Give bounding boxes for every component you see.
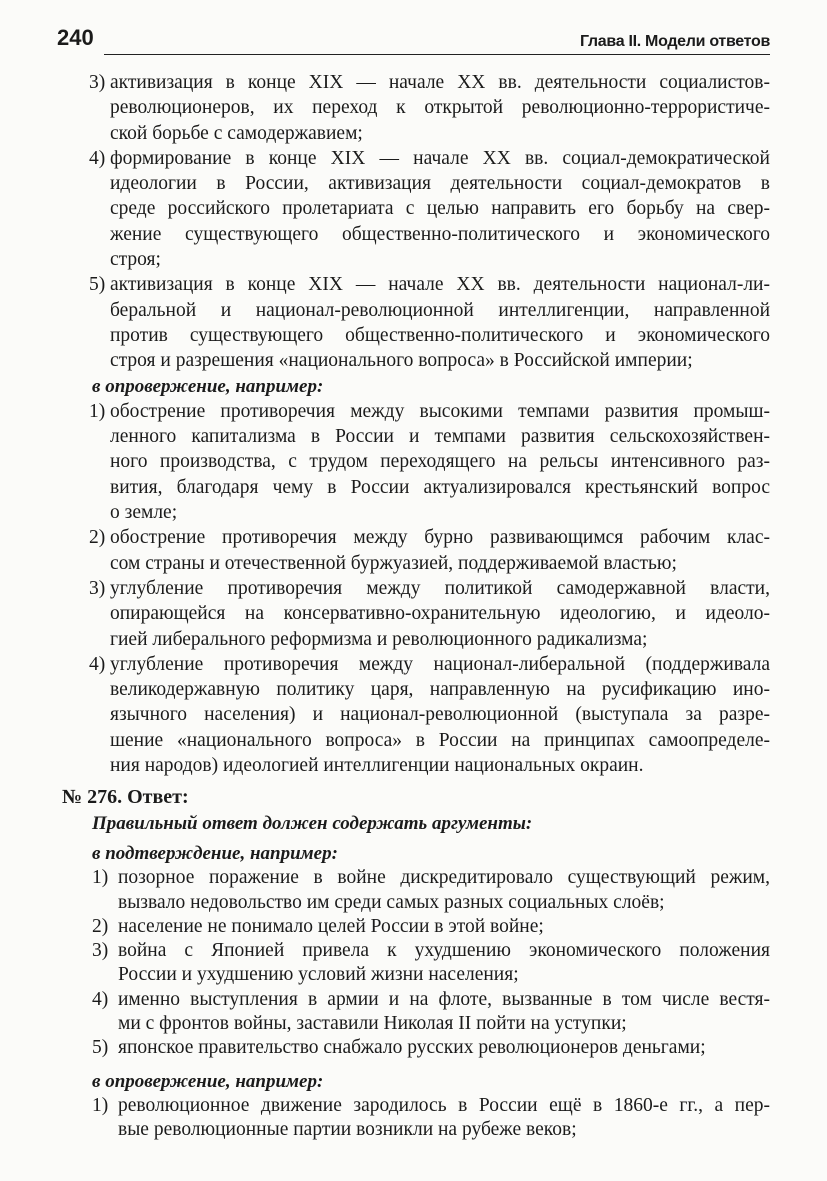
- item-number: 2): [89, 527, 106, 549]
- text-line: революционное движение зародилось в России ещё в 1860-е гг., а пер-: [118, 1094, 770, 1116]
- text-line: активизация в конце XIX — начале XX вв. деятельности социалистов-: [110, 72, 770, 93]
- item-number: 4): [92, 988, 109, 1010]
- text-line: позорное поражение в войне дискредитировало существующий режим,: [118, 867, 770, 889]
- item-number: 3): [89, 72, 106, 93]
- text-line: беральной и национал-революционной интеллигенции, направленной: [110, 299, 770, 321]
- text-line: обострение противоречия между бурно развивающимся рабочим клас-: [110, 527, 770, 549]
- text-line: о земле;: [110, 502, 178, 524]
- header-rule: [104, 54, 770, 55]
- list-item: [0, 146, 827, 272]
- text-line: ного производства, с трудом переходящего на рельсы интенсивного раз-: [110, 451, 770, 473]
- list-item: [0, 915, 827, 939]
- item-number: 4): [89, 653, 106, 675]
- text-line: формирование в конце XIX — начале XX вв. социал-демократической: [110, 147, 770, 169]
- item-number: 1): [92, 1094, 109, 1116]
- text-line: война с Японией привела к ухудшению экономического положения: [118, 940, 770, 962]
- text-line: революционеров, их переход к открытой революционно-террористиче-: [110, 97, 770, 119]
- list-item: [0, 652, 827, 778]
- text-line: именно выступления в армии и на флоте, вызванные в том числе вестя-: [118, 988, 770, 1010]
- text-line: язычного населения) и национал-революционной (выступала за разре-: [110, 704, 770, 726]
- text-line: жение существующего общественно-политического и экономического: [110, 223, 770, 245]
- text-line: строя и разрешения «национального вопроса» в Российской империи;: [110, 350, 693, 372]
- text-line: идеологии в России, активизация деятельности социал-демократов в: [110, 173, 770, 195]
- text-line: ской борьбе с самодержавием;: [110, 122, 363, 144]
- text-line: великодержавную политику царя, направленную на русификацию ино-: [110, 679, 770, 701]
- text-line: ленного капитализма в России и темпами развития сельскохозяйствен-: [110, 426, 770, 448]
- list-item: [0, 1094, 827, 1143]
- text-line: обострение противоречия между высокими темпами развития промыш-: [110, 400, 770, 422]
- list-item: [0, 988, 827, 1037]
- text-line: углубление противоречия между национал-либеральной (поддерживала: [110, 653, 770, 675]
- question-title: № 276. Ответ:: [62, 786, 189, 809]
- text-line: опирающейся на консервативно-охранительную идеологию, и идеоло-: [110, 603, 770, 625]
- list-item: [0, 399, 827, 525]
- section-heading: в подтверждение, например:: [92, 842, 338, 864]
- text-line: строя;: [110, 249, 161, 271]
- text-line: ми с фронтов войны, заставили Николая II пойти на уступки;: [118, 1012, 627, 1034]
- list-item: [0, 1036, 827, 1060]
- page-number: 240: [57, 25, 94, 50]
- text-line: шение «национального вопроса» в России на принципах самоопределе-: [110, 729, 770, 751]
- chapter-title: Глава II. Модели ответов: [579, 33, 770, 50]
- refutation-section: [0, 1069, 827, 1143]
- text-line: против существующего общественно-политического и экономического: [110, 324, 770, 346]
- section-heading: в опровержение, например:: [92, 375, 324, 397]
- item-number: 1): [92, 867, 109, 889]
- text-line: активизация в конце XIX — начале XX вв. деятельности национал-ли-: [110, 274, 770, 296]
- text-line: вые революционные партии возникли на рубеже веков;: [118, 1119, 577, 1141]
- list-item: [0, 939, 827, 988]
- item-number: 1): [89, 400, 106, 422]
- text-line: среде российского пролетариата с целью направить его борьбу на свер-: [110, 198, 770, 220]
- text-line: население не понимало целей России в этой войне;: [118, 915, 544, 937]
- text-line: вызвало недовольство им среди самых разных социальных слоёв;: [118, 891, 665, 913]
- text-line: России и ухудшению условий жизни населения;: [118, 964, 519, 986]
- question-instruction: Правильный ответ должен содержать аргументы:: [92, 812, 533, 834]
- list-continuation: [0, 70, 827, 374]
- confirmation-section: [0, 841, 827, 1061]
- list-item: [0, 525, 827, 576]
- question-block: [0, 785, 827, 836]
- text-line: ния народов) идеологией интеллигенции национальных окраин.: [110, 755, 644, 777]
- page-content: [0, 70, 827, 1142]
- refutation-section: [0, 374, 827, 779]
- item-number: 2): [92, 915, 109, 937]
- section-heading: в опровержение, например:: [92, 1070, 324, 1092]
- list-item: [0, 272, 827, 373]
- text-line: сом страны и отечественной буржуазией, поддерживаемой властью;: [110, 552, 677, 574]
- text-line: углубление противоречия между политикой самодержавной власти,: [110, 577, 770, 599]
- list-item: [0, 866, 827, 915]
- text-line: вития, благодаря чему в России актуализировался крестьянский вопрос: [110, 476, 770, 498]
- text-line: японское правительство снабжало русских революционеров деньгами;: [118, 1037, 706, 1059]
- item-number: 3): [89, 577, 106, 599]
- item-number: 5): [89, 274, 106, 296]
- item-number: 3): [92, 940, 109, 962]
- text-line: гией либерального реформизма и революционного радикализма;: [110, 628, 648, 650]
- item-number: 5): [92, 1037, 109, 1059]
- list-item: [0, 70, 827, 146]
- list-item: [0, 576, 827, 652]
- item-number: 4): [89, 147, 106, 169]
